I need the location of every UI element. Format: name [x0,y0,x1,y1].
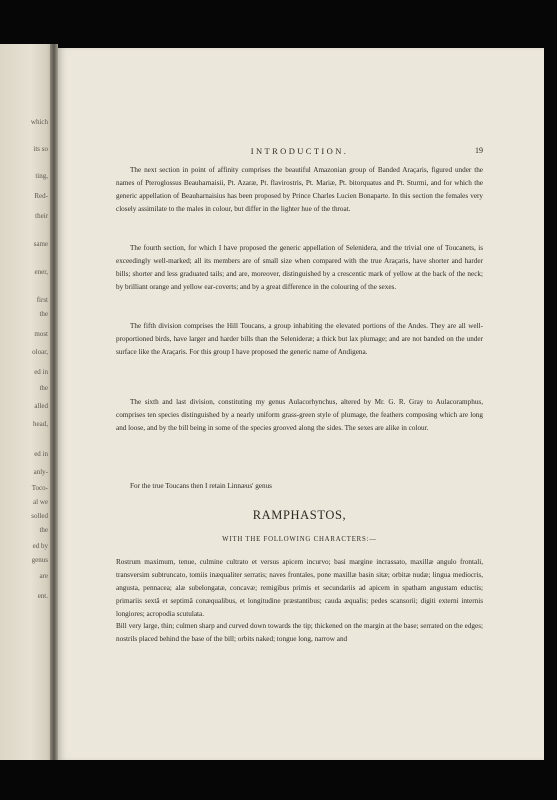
paragraph-selenidera: The fourth section, for which I have proposed the generic appellation of Selenidera, and the trivial one of Toucanets, is exceedingly well-marked; all its members are of small size when compared with the true Araçaris, have shorter and harder bills; shorter and less graduated tails; and are, moreover, distinguished by a crescentic mark of yellow at the back of the neck; by brilliant orange and yellow ear-coverts; and by a great difference in the colouring of the sexes. [116,244,483,291]
facing-page-fragment: ed in [34,368,48,376]
book-gutter [50,44,58,760]
facing-page-fragment: ent. [37,592,48,600]
facing-page-fragment: the [39,384,48,392]
english-characters: Bill very large, thin; culmen sharp and curved down towards the tip; thickened on the margin at the base; serrated on the edges; nostrils placed behind the base of the bill; orbits naked; tongue long, narrow and [116,622,483,643]
book-page [58,48,544,760]
facing-page-fragment: which [30,118,48,126]
facing-page-fragment: same [33,240,48,248]
facing-page-fragment: its so [33,145,48,153]
facing-page-edge [0,44,52,760]
paragraph-linnaeus-genus: For the true Toucans then I retain Linnæus' genus [130,482,272,490]
facing-page-fragment: al we [33,498,48,506]
page-header [116,146,483,160]
page-number: 19 [475,146,483,155]
facing-page-fragment: most [34,330,48,338]
facing-page-fragment: the [39,310,48,318]
facing-page-fragment: their [35,212,48,220]
facing-page-fragment: solled [31,512,48,520]
facing-page-fragment: genus [31,556,48,564]
facing-page-fragment: ener, [34,268,48,276]
section-title: RAMPHASTOS, [252,508,347,522]
facing-page-fragment: ed by [32,542,48,550]
paragraph-banded-aracaris: The next section in point of affinity comprises the beautiful Amazonian group of Banded Araçaris, figured under the names of Pteroglossus Beauharnaisii, Pt. Azaræ, Pt. flavirostris, Pt. Mariæ, Pt. bitorquatus and Pt. Sturmi, and for which the generic appellation of Beauharnaisius has been proposed by Prince Charles Lucien Bonaparte. In this section the females very closely assimilate to the males in colour, but differ in the lighter hue of the throat. [116,166,483,213]
latin-characters: Rostrum maximum, tenue, culmine cultrato et versus apicem incurvo; basi margine incrassato, maxillæ angulo frontali, transversim subtruncato, tomiis inæqualiter serratis; naves frontales, pone maxillæ basin sitæ; orbitæ nudæ; lingua mediocris, angusta, pennacea; alæ subelongatæ, concavæ; remigibus primis et secundariis ad apicem in spatham angustam eductis; primariis sextâ et septimâ conæqualibus, et longitudine præstantibus; cauda æqualis; pedes scansorii; digiti externi internis longiores; acropodia scutulata. [116,558,483,618]
facing-page-fragment: are [39,572,48,580]
facing-page-fragment: alled [34,402,48,410]
paragraph-aulacorhynchus: The sixth and last division, constituting my genus Aulacorhynchus, altered by Mr. G. R. Gray to Aulacoramphus, comprises ten species distinguished by a nearly uniform grass-green style of plumage, the feathers composing which are long and loose, and by the bill being in some of the species grooved along the sides. The sexes are alike in colour. [116,398,483,432]
facing-page-fragment: anly- [33,468,48,476]
facing-page-fragment: ed in [34,450,48,458]
facing-page-fragment: oloar, [32,348,48,356]
facing-page-fragment: ting, [35,172,48,180]
facing-page-fragment: the [39,526,48,534]
facing-page-fragment: Toco- [31,484,48,492]
section-subtitle: WITH THE FOLLOWING CHARACTERS:— [222,536,377,543]
facing-page-fragment: first [36,296,48,304]
facing-page-fragment: head, [33,420,48,428]
paragraph-andigena: The fifth division comprises the Hill Toucans, a group inhabiting the elevated portions of the Andes. They are all well-proportioned birds, have larger and harder bills than the Selenideræ; a thick but lax plumage; and are not banded on the under surface like the Araçaris. For this group I have proposed the generic name of Andigena. [116,322,483,356]
running-title: INTRODUCTION. [250,146,349,156]
facing-page-fragment: Red- [34,192,48,200]
